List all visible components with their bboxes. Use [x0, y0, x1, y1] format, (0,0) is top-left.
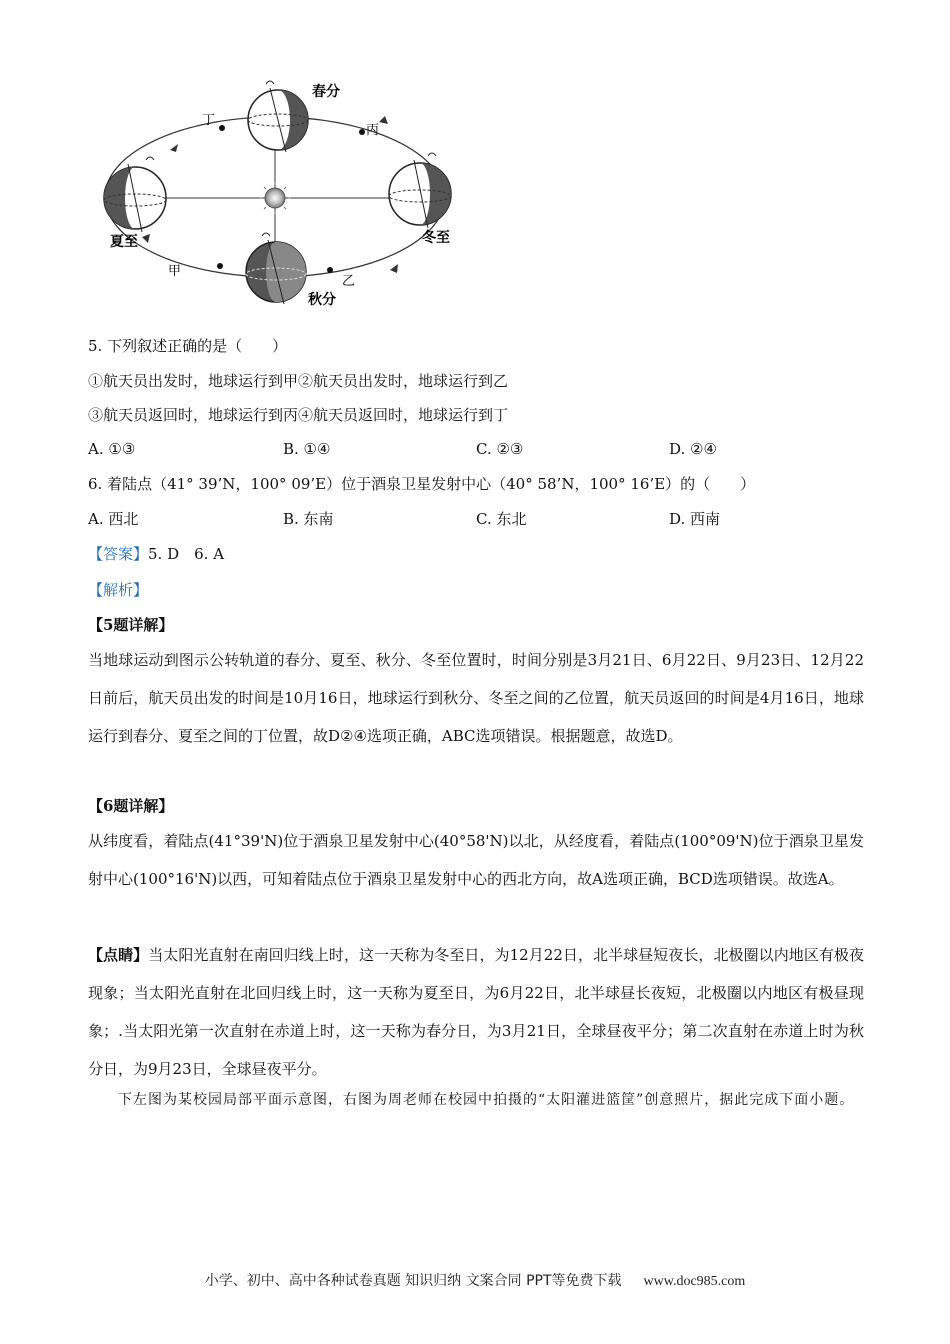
q6-stem: 6. 着陆点（41° 39’N，100° 09’E）位于酒泉卫星发射中心（40° 58’N，100° 16’E）的（ ） [88, 475, 756, 493]
footer-url[interactable]: www.doc985.com [643, 1274, 746, 1289]
label-summer: 夏至 [110, 234, 138, 250]
intro-paragraph: 下左图为某校园局部平面示意图，右图为周老师在校园中拍摄的“太阳灌进篮筐”创意照片，据此完成下面小题。 [118, 1092, 855, 1108]
earth-winter-icon [389, 153, 451, 228]
label-bing: 丙 [366, 123, 380, 138]
q5-line2: ③航天员返回时，地球运行到丙④航天员返回时，地球运行到丁 [88, 406, 509, 424]
q6-option-a: A. 西北 [88, 510, 139, 528]
orbit-arrow [390, 264, 398, 273]
label-jia: 甲 [168, 264, 182, 279]
position-dot-jia [217, 263, 223, 269]
answer-line [88, 544, 224, 564]
footer [0, 1270, 950, 1290]
q5-line1: ①航天员出发时，地球运行到甲②航天员出发时，地球运行到乙 [88, 372, 509, 390]
q6-option-c: C. 东北 [476, 510, 527, 528]
earth-orbit-diagram [90, 72, 470, 312]
q5-option-a: A. ①③ [88, 440, 136, 458]
position-dot-bing [359, 129, 365, 135]
earth-spring-icon [248, 81, 308, 152]
q5-stem: 5. 下列叙述正确的是（ ） [88, 337, 288, 355]
q5-option-c: C. ②③ [476, 440, 524, 458]
orbit-arrow [170, 144, 178, 152]
q6-option-d: D. 西南 [669, 510, 721, 528]
label-yi: 乙 [342, 274, 356, 289]
position-dot-ding [219, 125, 225, 131]
label-ding: 丁 [202, 113, 216, 128]
earth-autumn-icon [246, 233, 306, 304]
label-autumn: 秋分 [308, 292, 336, 308]
detail6-label: 【6题详解】 [88, 797, 174, 815]
orbit-arrow [142, 234, 150, 243]
q6-option-b: B. 东南 [283, 510, 334, 528]
tip-label: 【点睛】 [88, 946, 149, 964]
answer-label: 【答案】 [88, 545, 149, 563]
position-dot-yi [327, 267, 333, 273]
detail5-label: 【5题详解】 [88, 616, 174, 634]
footer-text: 小学、初中、高中各种试卷真题 知识归纳 文案合同 PPT等免费下载 [204, 1273, 622, 1289]
orbit-arrow [379, 116, 388, 124]
detail5-text: 当地球运动到图示公转轨道的春分、夏至、秋分、冬至位置时，时间分别是3月21日、6月22日、9月23日、12月22日前后，航天员出发的时间是10月16日，地球运行到秋分、冬至之间的乙位置，航天员返回的时间是4月16日，地球运行到春分、夏至之间的丁位置，故D②④选项正确，ABC选项错误。根据题意，故选D。 [88, 651, 864, 745]
label-winter: 冬至 [422, 230, 450, 246]
q5-option-d: D. ②④ [669, 440, 717, 458]
answer-text: 5. D 6. A [148, 545, 225, 563]
tip-paragraph [88, 936, 864, 1088]
earth-summer-icon [104, 157, 166, 232]
label-spring: 春分 [312, 84, 340, 100]
analysis-label: 【解析】 [88, 581, 149, 599]
q5-option-b: B. ①④ [283, 440, 331, 458]
tip-text: 当太阳光直射在南回归线上时，这一天称为冬至日，为12月22日，北半球昼短夜长，北极圈以内地区有极夜现象；当太阳光直射在北回归线上时，这一天称为夏至日，为6月22日，北半球昼长夜短，北极圈以内地区有极昼现象；.当太阳光第一次直射在赤道上时，这一天称为春分日，为3月21日，全球昼夜平分；第二次直射在赤道上时为秋分日，为9月23日，全球昼夜平分。 [88, 946, 864, 1078]
detail6-text: 从纬度看，着陆点(41°39'N)位于酒泉卫星发射中心(40°58'N)以北，从经度看，着陆点(100°09'N)位于酒泉卫星发射中心(100°16'N)以西，可知着陆点位于酒泉卫星发射中心的西北方向，故A选项正确，BCD选项错误。故选A。 [88, 832, 864, 888]
